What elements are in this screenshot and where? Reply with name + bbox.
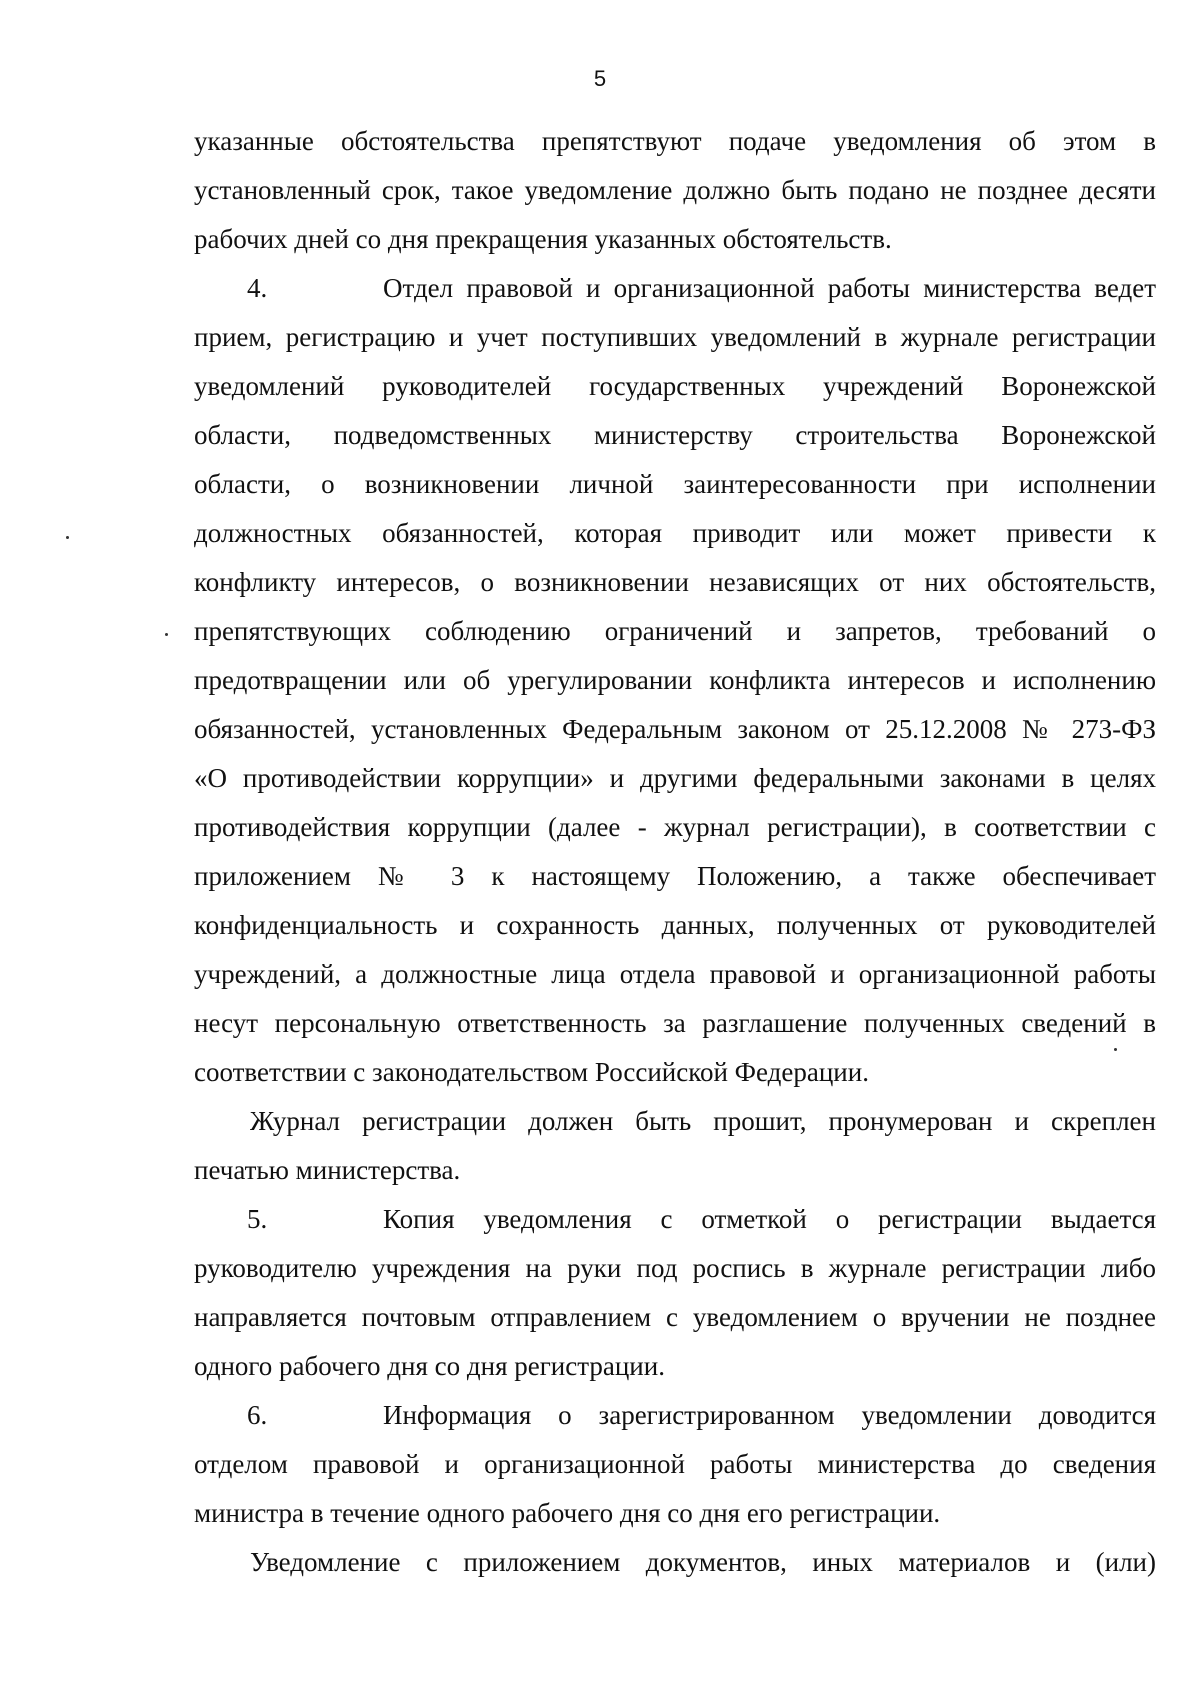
- text-line: руководителю учреждения на руки под роспись в журнале регистрации либо: [194, 1253, 1156, 1283]
- text-line: обязанностей, установленных Федеральным законом от 25.12.2008 № 273-ФЗ: [194, 714, 1156, 744]
- page-number: 5: [593, 66, 607, 91]
- text-line: отделом правовой и организационной работы министерства до сведения: [194, 1449, 1156, 1479]
- paragraph-number: 6.: [247, 1400, 268, 1430]
- text-line: области, подведомственных министерству строительства Воронежской: [194, 420, 1156, 450]
- scan-speck: [66, 536, 69, 539]
- paragraph-number: 4.: [247, 273, 268, 303]
- scan-speck: [1114, 1048, 1117, 1051]
- text-line: предотвращении или об урегулировании конфликта интересов и исполнению: [194, 665, 1156, 695]
- text-line: конфиденциальность и сохранность данных, полученных от руководителей: [194, 910, 1156, 940]
- paragraph-6-first-line: [194, 1391, 1156, 1440]
- text-line: направляется почтовым отправлением с уведомлением о вручении не позднее: [194, 1302, 1156, 1332]
- text-line: несут персональную ответственность за разглашение полученных сведений в: [194, 1008, 1156, 1038]
- text-line: одного рабочего дня со дня регистрации.: [194, 1351, 665, 1381]
- paragraph-4-first-line: [194, 264, 1156, 313]
- text-line: указанные обстоятельства препятствуют подаче уведомления об этом в: [194, 126, 1156, 156]
- text-line: Уведомление с приложением документов, иных материалов и (или): [250, 1547, 1156, 1577]
- text-line: препятствующих соблюдению ограничений и запретов, требований о: [194, 616, 1156, 646]
- text-line: печатью министерства.: [194, 1155, 461, 1185]
- text-line: прием, регистрацию и учет поступивших уведомлений в журнале регистрации: [194, 322, 1156, 352]
- document-body: [194, 117, 1156, 1587]
- text-line: приложением № 3 к настоящему Положению, а также обеспечивает: [194, 861, 1156, 891]
- text-line: конфликту интересов, о возникновении независящих от них обстоятельств,: [194, 567, 1156, 597]
- text-line: соответствии с законодательством Российской Федерации.: [194, 1057, 869, 1087]
- paragraph-number: 5.: [247, 1204, 268, 1234]
- text-line: Копия уведомления с отметкой о регистрации выдается: [383, 1204, 1156, 1234]
- text-line: уведомлений руководителей государственных учреждений Воронежской: [194, 371, 1156, 401]
- scan-speck: [165, 633, 168, 636]
- text-line: противодействия коррупции (далее - журнал регистрации), в соответствии с: [194, 812, 1156, 842]
- text-line: учреждений, а должностные лица отдела правовой и организационной работы: [194, 959, 1156, 989]
- text-line: министра в течение одного рабочего дня со дня его регистрации.: [194, 1498, 941, 1528]
- text-line: Информация о зарегистрированном уведомлении доводится: [383, 1400, 1156, 1430]
- text-line: установленный срок, такое уведомление должно быть подано не позднее десяти: [194, 175, 1156, 205]
- text-line: Отдел правовой и организационной работы министерства ведет: [383, 273, 1156, 303]
- text-line: Журнал регистрации должен быть прошит, пронумерован и скреплен: [250, 1106, 1156, 1136]
- paragraph-5-first-line: [194, 1195, 1156, 1244]
- text-line: должностных обязанностей, которая приводит или может привести к: [194, 518, 1156, 548]
- text-line: «О противодействии коррупции» и другими федеральными законами в целях: [194, 763, 1156, 793]
- text-line: рабочих дней со дня прекращения указанных обстоятельств.: [194, 224, 892, 254]
- text-line: области, о возникновении личной заинтересованности при исполнении: [194, 469, 1156, 499]
